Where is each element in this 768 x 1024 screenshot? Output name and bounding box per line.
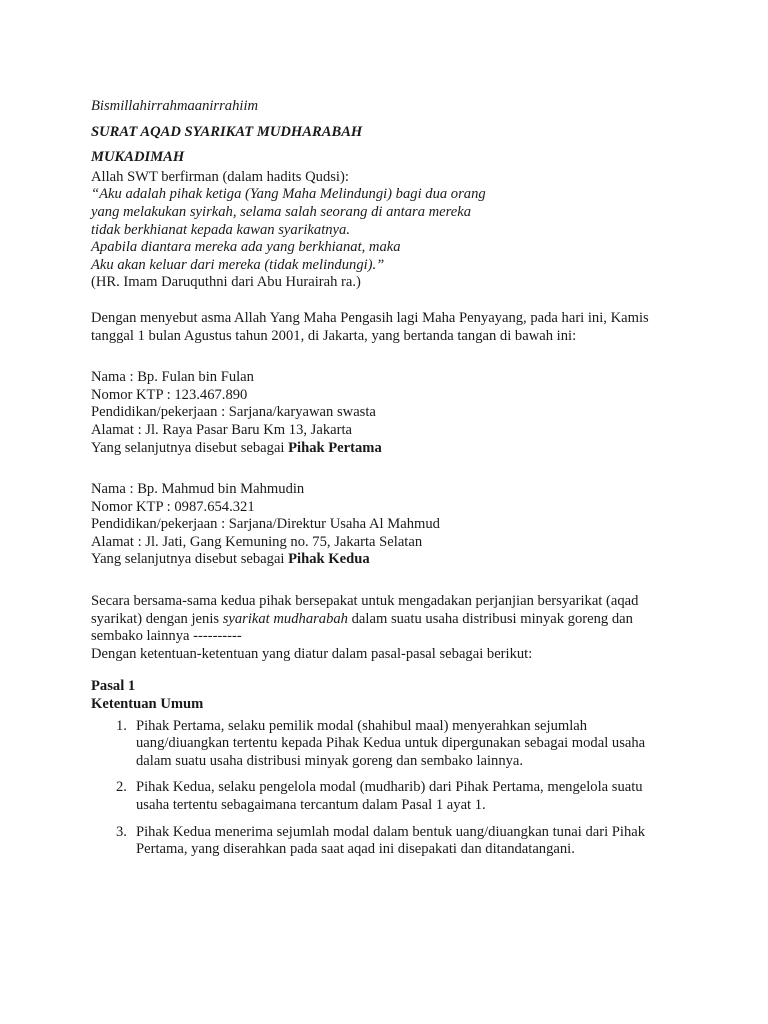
party-2-designation: Pihak Kedua [288,551,370,568]
party-2-alamat: Alamat : Jl. Jati, Gang Kemuning no. 75, Jakarta Selatan [91,533,423,550]
clause-item [91,718,691,771]
basmalah: Bismillahirrahmaanirrahiim [91,98,259,114]
hadith-source: (HR. Imam Daruquthni dari Abu Hurairah ra.) [91,274,361,291]
pasal-heading: Pasal 1 [91,678,136,695]
designation-prefix: Yang selanjutnya disebut sebagai [91,551,289,568]
pasal-1-section [91,678,691,858]
clause-line: Pihak Kedua, selaku pengelola modal (mudharib) dari Pihak Pertama, mengelola suatu [136,779,643,796]
clause-line: Pihak Pertama, selaku pemilik modal (shahibul maal) menyerahkan sejumlah [136,717,588,734]
opening-paragraph [91,310,691,345]
clause-line: Pertama, yang diserahkan pada saat aqad ini disepakati dan ditandatangani. [136,841,575,858]
clause-line: Pihak Kedua menerima sejumlah modal dalam bentuk uang/diuangkan tunai dari Pihak [136,823,646,840]
pasal-subheading: Ketentuan Umum [91,696,204,713]
hadith-line: Apabila diantara mereka ada yang berkhianat, maka [91,239,401,256]
party-1-block [91,369,691,457]
party-2-block [91,481,691,569]
party-1-designation: Pihak Pertama [288,439,382,456]
clause-number: 1. [116,717,127,734]
agreement-contract-type: syarikat mudharabah [222,610,348,627]
party-2-pendidikan: Pendidikan/pekerjaan : Sarjana/Direktur Usaha Al Mahmud [91,516,440,533]
agreement-line: Secara bersama-sama kedua pihak bersepakat untuk mengadakan perjanjian bersyarikat (aqad [91,593,639,610]
clause-list [91,718,691,859]
hadith-line: tidak berkhianat kepada kawan syarikatnya. [91,221,350,238]
opening-line: tanggal 1 bulan Agustus tahun 2001, di Jakarta, yang bertanda tangan di bawah ini: [91,327,577,344]
mukadimah-heading: MUKADIMAH [91,149,185,166]
clause-line: dalam suatu usaha distribusi minyak goreng dan sembako lainnya. [136,752,524,769]
agreement-text: syarikat) dengan jenis [91,610,223,627]
opening-line: Dengan menyebut asma Allah Yang Maha Pengasih lagi Maha Penyayang, pada hari ini, Kamis [91,309,649,326]
clause-number: 3. [116,823,127,840]
clause-line: usaha tertentu sebagaimana tercantum dalam Pasal 1 ayat 1. [136,797,486,813]
clause-item [91,779,691,814]
hadith-line: Aku akan keluar dari mereka (tidak melindungi).” [91,256,385,273]
party-2-nama: Nama : Bp. Mahmud bin Mahmudin [91,481,305,498]
hadith-line: “Aku adalah pihak ketiga (Yang Maha Melindungi) bagi dua orang [91,186,486,203]
party-1-ktp: Nomor KTP : 123.467.890 [91,386,248,403]
agreement-line: Dengan ketentuan-ketentuan yang diatur dalam pasal-pasal sebagai berikut: [91,645,533,662]
hadith-intro: Allah SWT berfirman (dalam hadits Qudsi): [91,168,349,185]
party-1-designation-line [91,440,691,458]
party-2-ktp: Nomor KTP : 0987.654.321 [91,498,255,515]
hadith-line: yang melakukan syirkah, selama salah seorang di antara mereka [91,203,472,220]
hadith-block [91,169,691,292]
clause-line: uang/diuangkan tertentu kepada Pihak Kedua untuk dipergunakan sebagai modal usaha [136,735,646,752]
party-1-nama: Nama : Bp. Fulan bin Fulan [91,369,254,386]
agreement-line [91,611,691,629]
party-1-alamat: Alamat : Jl. Raya Pasar Baru Km 13, Jakarta [91,421,352,438]
agreement-text: dalam suatu usaha distribusi minyak goreng dan [347,610,633,627]
clause-item [91,824,691,859]
clause-number: 2. [116,779,127,796]
agreement-paragraph [91,593,691,663]
party-2-designation-line [91,551,691,569]
party-1-pendidikan: Pendidikan/pekerjaan : Sarjana/karyawan swasta [91,404,376,421]
document-title: SURAT AQAD SYARIKAT MUDHARABAH [91,123,363,140]
agreement-line: sembako lainnya ---------- [91,628,242,645]
designation-prefix: Yang selanjutnya disebut sebagai [91,439,289,456]
document-page [91,98,691,868]
